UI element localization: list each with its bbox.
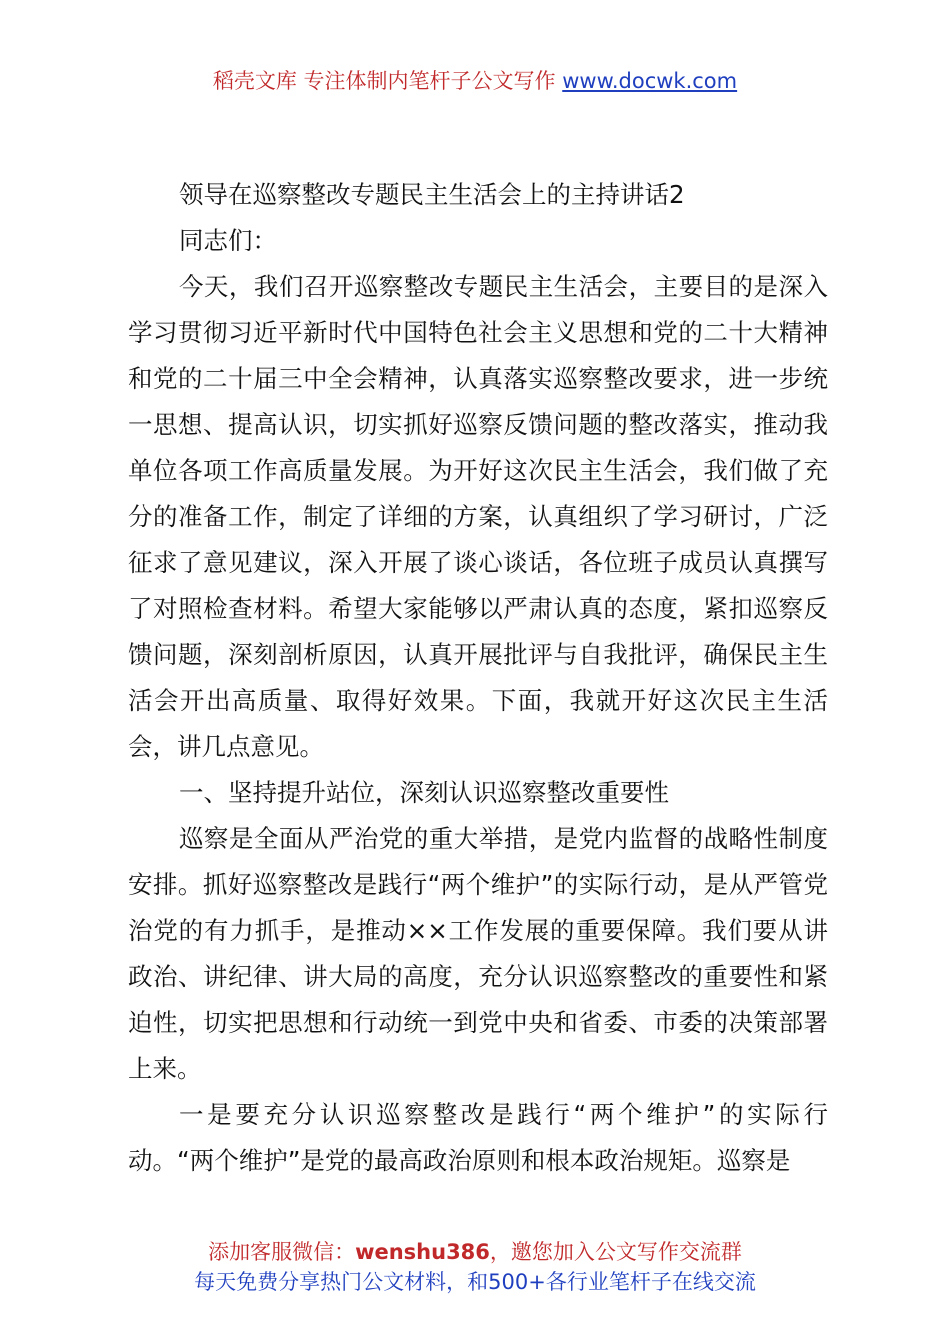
- document-title: 领导在巡察整改专题民主生活会上的主持讲话2: [178, 180, 685, 209]
- section-1-point-1-paragraph: 一是要充分认识巡察整改是践行“两个维护”的实际行动。“两个维护”是党的最高政治原则和根本政治规矩。巡察是: [128, 1100, 828, 1175]
- footer-line-2: 每天免费分享热门公文材料，和500+各行业笔杆子在线交流: [194, 1270, 756, 1294]
- page-footer: [0, 1237, 950, 1297]
- header-url-link[interactable]: www.docwk.com: [562, 69, 738, 93]
- footer-wechat-suffix: ，邀您加入公文写作交流群: [489, 1240, 742, 1264]
- section-heading-1: 一、坚持提升站位，深刻认识巡察整改重要性: [178, 778, 669, 807]
- document-body: [128, 172, 828, 1184]
- footer-line-1: [0, 1237, 950, 1267]
- footer-wechat-prefix: 添加客服微信：: [208, 1240, 356, 1264]
- section-1-paragraph: 巡察是全面从严治党的重大举措，是党内监督的战略性制度安排。抓好巡察整改是践行“两个维护”的实际行动，是从严管党治党的有力抓手，是推动××工作发展的重要保障。我们要从讲政治、讲纪律、讲大局的高度，充分认识巡察整改的重要性和紧迫性，切实把思想和行动统一到党中央和省委、市委的决策部署上来。: [128, 824, 828, 1083]
- footer-wechat-id: wenshu386: [355, 1240, 490, 1264]
- salutation-paragraph: 同志们：: [178, 226, 277, 255]
- page-header: [0, 66, 950, 96]
- header-brand: 稻壳文库 专注体制内笔杆子公文写作: [212, 69, 556, 93]
- intro-paragraph: 今天，我们召开巡察整改专题民主生活会，主要目的是深入学习贯彻习近平新时代中国特色社会主义思想和党的二十大精神和党的二十届三中全会精神，认真落实巡察整改要求，进一步统一思想、提高认识，切实抓好巡察反馈问题的整改落实，推动我单位各项工作高质量发展。为开好这次民主生活会，我们做了充分的准备工作，制定了详细的方案，认真组织了学习研讨，广泛征求了意见建议，深入开展了谈心谈话，各位班子成员认真撰写了对照检查材料。希望大家能够以严肃认真的态度，紧扣巡察反馈问题，深刻剖析原因，认真开展批评与自我批评，确保民主生活会开出高质量、取得好效果。下面，我就开好这次民主生活会，讲几点意见。: [128, 272, 828, 761]
